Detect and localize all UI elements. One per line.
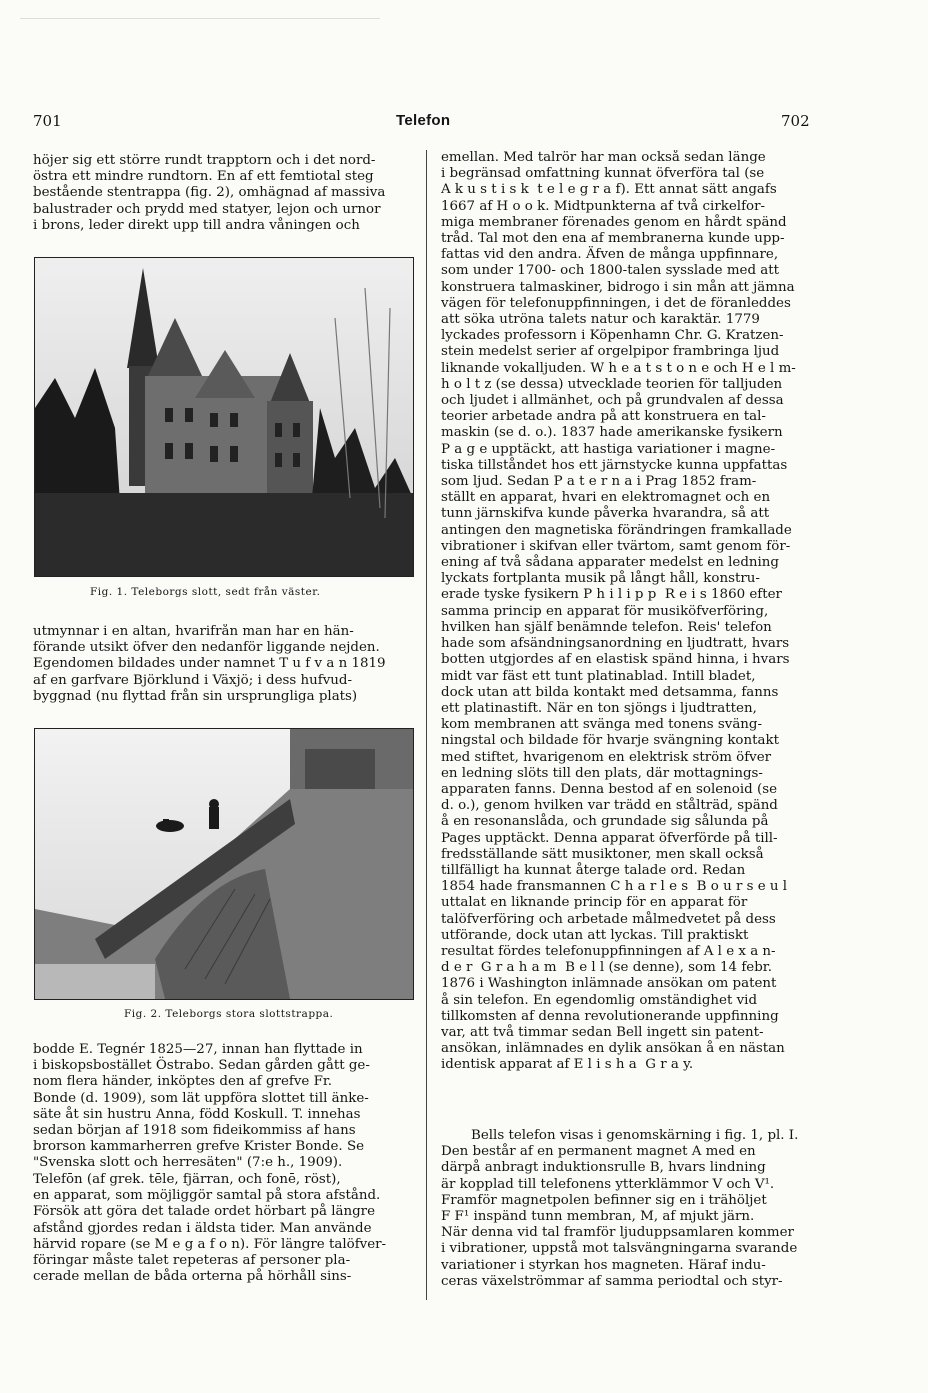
text-line: härvid ropare (se M e g a f o n). För längre talöfver-	[33, 1236, 387, 1252]
text-line: å sin telefon. En egendomlig omständighet vid	[441, 992, 758, 1008]
text-line: resultat fördes telefonuppfinningen af A l e x a n-	[441, 943, 776, 959]
page-title: Telefon	[396, 112, 451, 129]
text-line: med stiftet, hvarigenom en elektrisk ström öfver	[441, 749, 772, 765]
text-line: A k u s t i s k t e l e g r a f). Ett annat sätt angafs	[441, 182, 777, 198]
text-line: vägen för telefonuppfinningen, i det de föranleddes	[441, 295, 791, 311]
text-line: maskin (se d. o.). 1837 hade amerikanske fysikern	[441, 425, 783, 441]
text-line: ställt en apparat, hvari en elektromagnet och en	[441, 490, 771, 506]
text-line: d e r G r a h a m B e l l (se denne), som 14 febr.	[441, 960, 772, 976]
text-line: Egendomen bildades under namnet T u f v a n 1819	[33, 656, 386, 672]
text-line: Försök att göra det talade ordet hörbart på längre	[33, 1204, 375, 1220]
text-line: säte åt sin hustru Anna, född Koskull. T. innehas	[33, 1106, 361, 1122]
text-line: af en garfvare Björklund i Växjö; i dess hufvud-	[33, 672, 352, 688]
text-line: östra ett mindre rundtorn. En af ett femtiotal steg	[33, 169, 374, 185]
text-line: uttalat en liknande princip för en apparat för	[441, 895, 748, 911]
text-line: talöfverföring och arbetade målmedvetet på dess	[441, 911, 776, 927]
page-number-left: 701	[33, 112, 62, 130]
text-line: som under 1700- och 1800-talen sysslade med att	[441, 263, 780, 279]
castle-illustration	[35, 258, 413, 576]
text-line: sedan början af 1918 som fideikommiss af hans	[33, 1123, 356, 1139]
text-line: hade som afsändningsanordning en ljudtratt, hvars	[441, 636, 790, 652]
text-line: Bonde (d. 1909), som lät uppföra slottet till änke-	[33, 1090, 369, 1106]
text-line: fredsställande sätt musiktoner, men skall också	[441, 846, 764, 862]
text-line: förande utsikt öfver den nedanför liggande nejden.	[33, 640, 380, 656]
left-paragraph-2	[33, 624, 421, 705]
left-paragraph-4-telefon-entry	[33, 1172, 421, 1285]
text-line: emellan. Med talrör har man också sedan länge	[441, 150, 766, 165]
text-line: kom membranen att svänga med tonens sväng-	[441, 717, 763, 733]
text-line: utförande, dock utan att lyckas. Till praktiskt	[441, 927, 749, 943]
text-line: därpå anbragt induktionsrulle B, hvars lindning	[441, 1160, 766, 1176]
text-line: var, att två timmar sedan Bell ingett sin patent-	[441, 1024, 764, 1040]
text-line: d. o.), genom hvilken var trädd en stålträd, spänd	[441, 798, 778, 814]
text-line: När denna vid tal framför ljuduppsamlaren kommer	[441, 1225, 794, 1241]
text-line: 1667 af H o o k. Midtpunkterna af två cirkelfor-	[441, 198, 766, 214]
right-paragraph-1	[441, 150, 829, 1074]
text-line: tillfälligt ha kunnat återge talade ord. Redan	[441, 862, 746, 878]
text-line: Pages upptäckt. Denna apparat öfverförde på till-	[441, 830, 778, 846]
text-line: bestående stentrappa (fig. 2), omhägnad af massiva	[33, 185, 386, 201]
text-line: i begränsad omfattning kunnat öfverföra tal (se	[441, 166, 765, 182]
text-line: Den består af en permanent magnet A med en	[441, 1144, 756, 1160]
text-line: konstruera talmaskiner, bidrogo i sin mån att jämna	[441, 279, 795, 295]
text-line: h o l t z (se dessa) utvecklade teorien för talljuden	[441, 376, 783, 392]
text-line: föringar måste talet repeteras af personer pla-	[33, 1253, 351, 1269]
text-line: lyckats fortplanta musik på långt håll, konstru-	[441, 571, 760, 587]
text-line: bodde E. Tegnér 1825—27, innan han flyttade in	[33, 1042, 363, 1057]
text-line: afstånd gjordes redan i äldsta tider. Man använde	[33, 1220, 372, 1236]
text-line: midt var fäst ett tunt platinablad. Intill bladet,	[441, 668, 756, 684]
text-line: antingen den magnetiska förändringen framkallade	[441, 522, 792, 538]
text-line: att söka utröna talets natur och karaktär. 1779	[441, 312, 760, 328]
text-line: "Svenska slott och herresäten" (7:e h., 1909).	[33, 1155, 343, 1171]
text-line: miga membraner förenades genom en hårdt spänd	[441, 214, 787, 230]
text-line: Bells telefon visas i genomskärning i fig. 1, pl. I.	[471, 1128, 799, 1143]
text-line: teorier arbetade andra på att konstruera en tal-	[441, 409, 766, 425]
text-line: och ljudet i allmänhet, och på grundvalen af dessa	[441, 393, 784, 409]
text-line: 1876 i Washington inlämnade ansökan om patent	[441, 976, 777, 992]
text-line: som ljud. Sedan P a t e r n a i Prag 1852 fram-	[441, 474, 757, 490]
text-line: erade tyske fysikern P h i l i p p R e i s 1860 efter	[441, 587, 782, 603]
text-line: en apparat, som möjliggör samtal på stora afstånd.	[33, 1188, 381, 1204]
text-line: tillkomsten af denna revolutionerande uppfinning	[441, 1008, 779, 1024]
text-line: ningstal och bildade för hvarje svängning kontakt	[441, 733, 779, 749]
text-line: byggnad (nu flyttad från sin ursprungliga plats)	[33, 688, 358, 704]
left-paragraph-3	[33, 1042, 421, 1172]
figure-1-castle-photo	[34, 257, 414, 577]
text-line: i brons, leder direkt upp till andra våningen och	[33, 217, 360, 233]
text-line: utmynnar i en altan, hvarifrån man har en hän-	[33, 624, 354, 639]
text-line: fattas vid den andra. Äfven de många uppfinnare,	[441, 247, 779, 263]
text-line: i biskopsbostället Östrabo. Sedan gården gått ge-	[33, 1058, 370, 1074]
text-line: ceras växelströmmar af samma periodtal och styr-	[441, 1273, 783, 1289]
text-line: är kopplad till telefonens ytterklämmor V och V¹.	[441, 1176, 775, 1192]
text-line: variationer i styrkan hos magneten. Häraf indu-	[441, 1257, 766, 1273]
left-paragraph-1	[33, 153, 421, 234]
text-line: P a g e upptäckt, att hastiga variationer i magne-	[441, 441, 776, 457]
text-line: nom flera händer, inköptes den af grefve Fr.	[33, 1074, 333, 1090]
text-line: vibrationer i skifvan eller tvärtom, samt genom för-	[441, 538, 791, 554]
figure-2-staircase-photo	[34, 728, 414, 1000]
text-line: ening af två sådana apparater medelst en ledning	[441, 555, 779, 571]
text-line: höjer sig ett större rundt trapptorn och i det nord-	[33, 153, 376, 168]
text-line: identisk apparat af E l i s h a G r a y.	[441, 1057, 694, 1073]
text-line: lyckades professorn i Köpenhamn Chr. G. Kratzen-	[441, 328, 784, 344]
figure-2-caption: Fig. 2. Teleborgs stora slottstrappa.	[124, 1008, 334, 1020]
text-line: Telefōn (af grek. tēle, fjärran, och fonē, röst),	[33, 1172, 341, 1187]
text-line: hvilken han själf benämnde telefon. Reis' telefon	[441, 619, 772, 635]
column-divider	[426, 150, 427, 1300]
text-line: tråd. Tal mot den ena af membranerna kunde upp-	[441, 231, 785, 247]
text-line: stein medelst serier af orgelpipor frambringa ljud	[441, 344, 780, 360]
text-line: å en resonanslåda, och grundade sig sålunda på	[441, 814, 769, 830]
text-line: tiska tillståndet hos ett järnstycke kunna uppfattas	[441, 457, 788, 473]
figure-1-caption: Fig. 1. Teleborgs slott, sedt från väster.	[90, 586, 321, 598]
text-line: en ledning slöts till den plats, där mottagnings-	[441, 765, 763, 781]
text-line: Framför magnetpolen befinner sig en i trähöljet	[441, 1192, 767, 1208]
text-line: samma princip en apparat för musiköfverföring,	[441, 603, 769, 619]
text-line: tunn järnskifva kunde påverka hvarandra, så att	[441, 506, 770, 522]
text-line: liknande vokalljuden. W h e a t s t o n e och H e l m-	[441, 360, 796, 376]
text-line: brorson kammarherren grefve Krister Bonde. Se	[33, 1139, 365, 1155]
text-line: F F¹ inspänd tunn membran, M, af mjukt järn.	[441, 1209, 755, 1225]
text-line: dock utan att bilda kontakt med detsamma, fanns	[441, 684, 779, 700]
right-paragraph-2	[441, 1128, 829, 1290]
text-line: apparaten fanns. Denna bestod af en solenoid (se	[441, 781, 778, 797]
text-line: botten utgjordes af en elastisk spänd hinna, i hvars	[441, 652, 790, 668]
staircase-illustration	[35, 729, 413, 999]
text-line: balustrader och prydd med statyer, lejon och urnor	[33, 201, 381, 217]
text-line: 1854 hade fransmannen C h a r l e s B o u r s e u l	[441, 879, 788, 895]
text-line: cerade mellan de båda orterna på hörhåll sins-	[33, 1269, 352, 1285]
text-line: i vibrationer, uppstå mot talsvängningarna svarande	[441, 1241, 798, 1257]
page-number-right: 702	[781, 112, 810, 130]
text-line: ansökan, inlämnades en dylik ansökan å en nästan	[441, 1041, 785, 1057]
text-line: ett platinastift. När en ton sjöngs i ljudtratten,	[441, 700, 757, 716]
scan-line	[20, 18, 380, 19]
